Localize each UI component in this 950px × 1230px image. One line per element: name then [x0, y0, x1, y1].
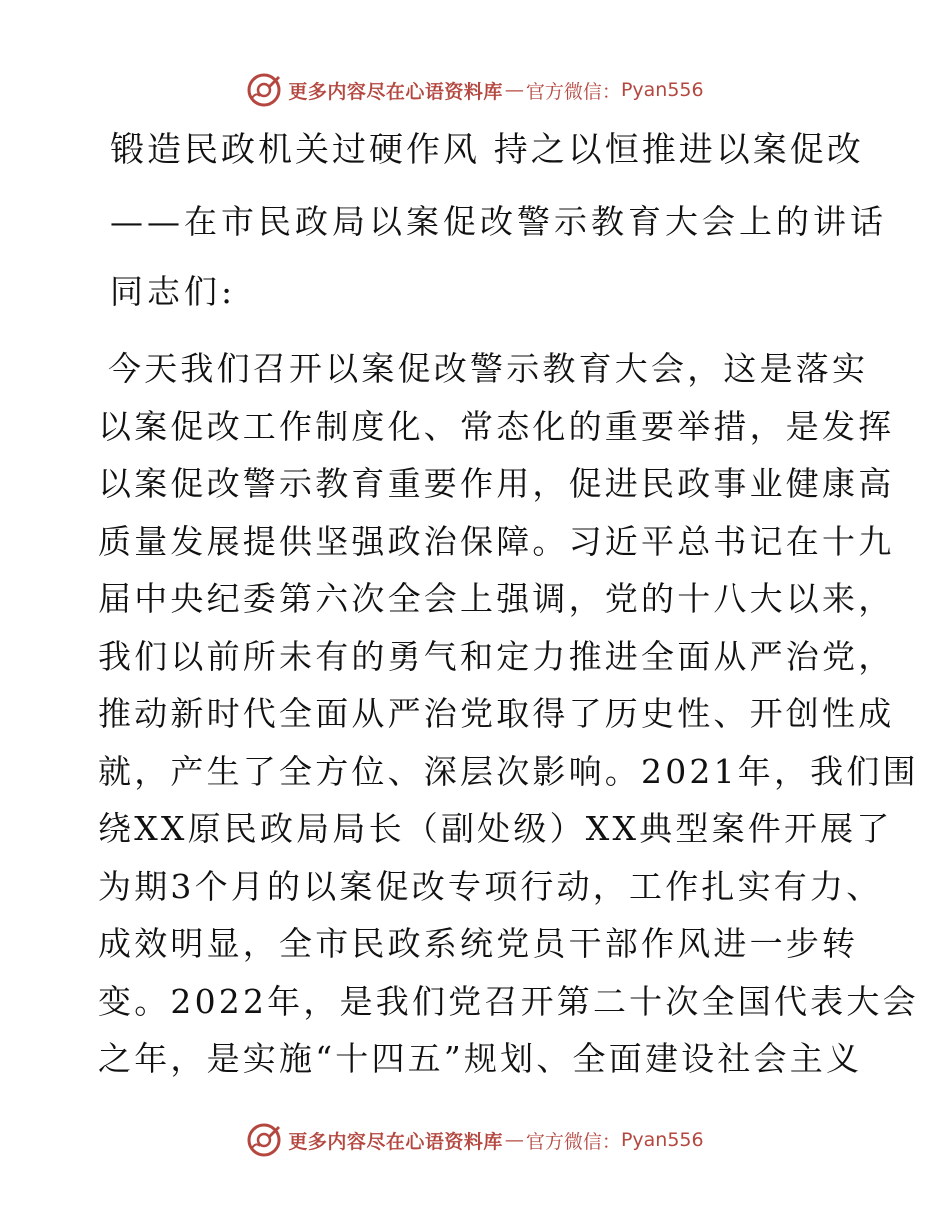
- body-line: 之年，是实施“十四五”规划、全面建设社会主义: [98, 1039, 863, 1078]
- watermark-main-text: 更多内容尽在心语资料库: [288, 80, 503, 103]
- watermark-account: Pyan556: [620, 1129, 704, 1151]
- watermark-label: 官方微信：: [525, 80, 621, 103]
- document-title: 锻造民政机关过硬作风 持之以恒推进以案促改: [110, 130, 864, 170]
- watermark-separator: —: [504, 79, 524, 101]
- greeting: 同志们:: [110, 272, 237, 311]
- watermark-separator: —: [504, 1129, 524, 1151]
- body-line: 以案促改工作制度化、常态化的重要举措，是发挥: [98, 406, 895, 446]
- body-line: 以案促改警示教育重要作用，促进民政事业健康高: [98, 464, 895, 503]
- watermark-footer: [0, 1120, 950, 1160]
- body-line: 我们以前所未有的勇气和定力推进全面从严治党，: [98, 636, 895, 676]
- body-paragraph: [98, 345, 919, 1093]
- watermark-account: Pyan556: [620, 79, 704, 101]
- red-pen-circle-logo-icon: [246, 72, 282, 108]
- body-line: 质量发展提供坚强政治保障。习近平总书记在十九: [98, 521, 895, 561]
- body-line: 届中央纪委第六次全会上强调，党的十八大以来，: [98, 579, 895, 618]
- body-line: 成效明显，全市民政系统党员干部作风进一步转: [98, 924, 859, 963]
- body-line: 绕XX原民政局局长（副处级）XX典型案件开展了: [98, 809, 893, 848]
- watermark-label: 官方微信：: [525, 1130, 621, 1153]
- watermark-header: [0, 70, 950, 110]
- body-line: 为期3个月的以案促改专项行动，工作扎实有力、: [98, 866, 883, 906]
- body-line: 今天我们召开以案促改警示教育大会，这是落实: [108, 349, 869, 388]
- body-line: 推动新时代全面从严治党取得了历史性、开创性成: [98, 694, 895, 733]
- document-subtitle: ——在市民政局以案促改警示教育大会上的讲话: [110, 202, 887, 241]
- red-pen-circle-logo-icon: [246, 1122, 282, 1158]
- watermark-main-text: 更多内容尽在心语资料库: [288, 1130, 503, 1153]
- body-line: 变。2022年，是我们党召开第二十次全国代表大会: [98, 981, 919, 1021]
- body-line: 就，产生了全方位、深层次影响。2021年，我们围: [98, 751, 919, 791]
